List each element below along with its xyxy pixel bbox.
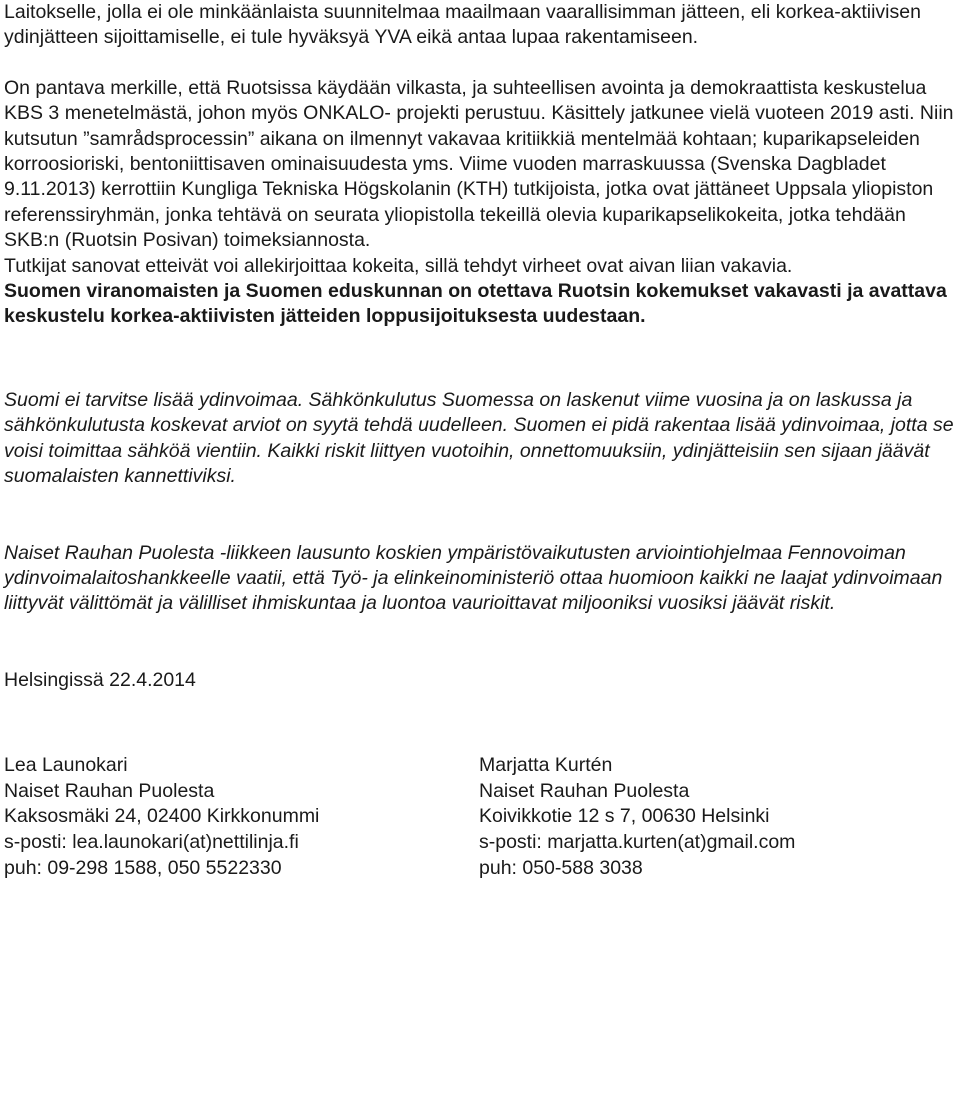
place-date: Helsingissä 22.4.2014: [4, 668, 196, 691]
paragraph-statement-summary: Naiset Rauhan Puolesta -liikkeen lausunto koskien ympäristövaikutusten arviointiohjelmaa Fennovoiman ydinvoimalaitoshankkeelle vaatii, että Työ- ja elinkeinoministeriö ottaa huomioon kaikki ne laajat ydinvoimaan liittyvät välittömät ja välilliset ihmiskuntaa ja luontoa vaurioittavat miljooniksi vuosiksi jäävät riskit.: [4, 541, 943, 615]
signatory-phone: puh: 09-298 1588, 050 5522330: [4, 856, 282, 879]
paragraph-no-more-nuclear: Suomi ei tarvitse lisää ydinvoimaa. Sähkönkulutus Suomessa on laskenut viime vuosina ja on laskussa ja sähkönkulutusta koskevat arviot on syytä tehdä uudelleen. Suomen ei pidä rakentaa lisää ydinvoimaa, jotta se voisi toimittaa sähköä vientiin. Kaikki riskit liittyen vuotoihin, onnettomuuksiin, ydinjätteisiin sen sijaan jäävät suomalaisten kannettiviksi.: [4, 388, 954, 488]
signatory-address: Kaksosmäki 24, 02400 Kirkkonummi: [4, 805, 320, 828]
signatory-organization: Naiset Rauhan Puolesta: [4, 779, 215, 802]
signatory-name: Marjatta Kurtén: [479, 754, 613, 777]
signatory-email: s-posti: lea.launokari(at)nettilinja.fi: [4, 830, 299, 853]
signatory-right: [479, 753, 954, 881]
signatory-phone: puh: 050-588 3038: [479, 856, 643, 879]
paragraph-demand-discussion: Suomen viranomaisten ja Suomen eduskunnan on otettava Ruotsin kokemukset vakavasti ja avattava keskustelu korkea-aktiivisten jätteiden loppusijoituksesta uudestaan.: [4, 280, 947, 328]
signatory-email: s-posti: marjatta.kurten(at)gmail.com: [479, 830, 796, 853]
signatures-block: [4, 753, 954, 881]
paragraph-researchers: Tutkijat sanovat etteivät voi allekirjoittaa kokeita, sillä tehdyt virheet ovat aivan liian vakavia.: [4, 254, 793, 277]
paragraph-license-requirement: Laitokselle, jolla ei ole minkäänlaista suunnitelmaa maailmaan vaarallisimman jätteen, eli korkea-aktiivisen ydinjätteen sijoittamiselle, ei tule hyväksyä YVA eikä antaa lupaa rakentamiseen.: [4, 1, 921, 49]
document-page: [4, 0, 954, 881]
paragraph-sweden-discussion: On pantava merkille, että Ruotsissa käydään vilkasta, ja suhteellisen avointa ja demokraattista keskustelua KBS 3 menetelmästä, johon myös ONKALO- projekti perustuu. Käsittely jatkunee vielä vuoteen 2019 asti. Niin kutsutun ”samrådsprocessin” aikana on ilmennyt vakavaa kritiikkiä mentelmää kohtaan; kuparikapseleiden korroosioriski, bentoniittisaven ominaisuudesta yms. Viime vuoden marraskuussa (Svenska Dagbladet 9.11.2013) kerrottiin Kungliga Tekniska Högskolanin (KTH) tutkijoista, jotka ovat jättäneet Uppsala yliopiston referenssiryhmän, jonka tehtävä on seurata yliopistolla tekeillä olevia kuparikapselikokeita, jotka tehdään SKB:n (Ruotsin Posivan) toimeksiannosta.: [4, 76, 954, 252]
signatory-address: Koivikkotie 12 s 7, 00630 Helsinki: [479, 805, 770, 828]
signatory-name: Lea Launokari: [4, 754, 128, 777]
signatory-organization: Naiset Rauhan Puolesta: [479, 779, 690, 802]
signatory-left: [4, 753, 479, 881]
